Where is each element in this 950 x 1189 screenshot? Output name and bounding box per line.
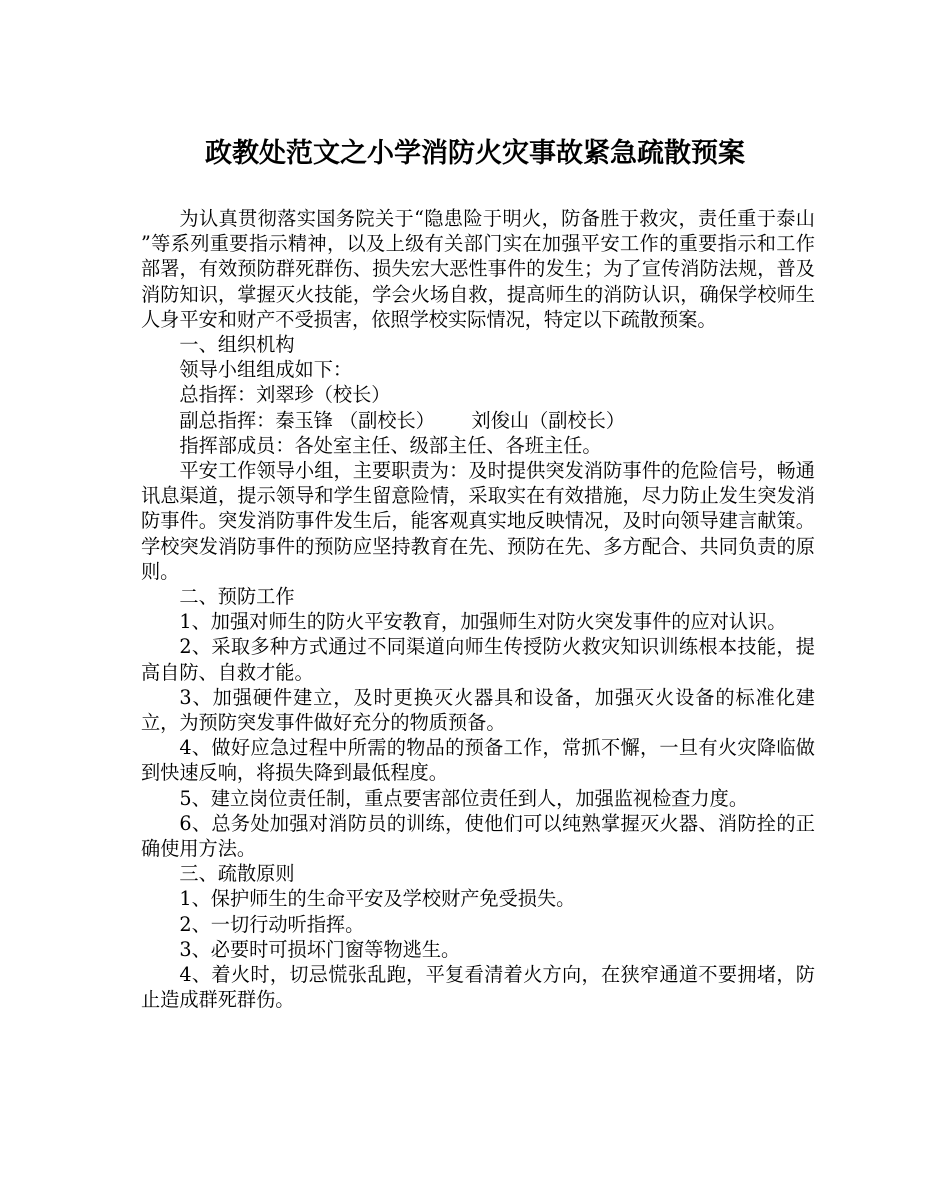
paragraph-deputy-commanders: 副总指挥：秦玉锋 （副校长） 刘俊山（副校长） <box>179 408 626 432</box>
document-body <box>141 206 815 1013</box>
list-item: 4、着火时，切忌慌张乱跑，平复看清着火方向，在狭窄通道不要拥堵，防止造成群死群伤。 <box>141 963 815 1012</box>
intro-paragraph: 为认真贯彻落实国务院关于“隐患险于明火，防备胜于救灾，责任重于泰山 ”等系列重要指示精神，以及上级有关部门实在加强平安工作的重要指示和工作部署，有效预防群死群伤、损失宏大恶性事件的发生；为了宣传消防法规，普及消防知识，掌握灭火技能，学会火场自救，提高师生的消防认识，确保学校师生人身平安和财产不受损害，依照学校实际情况，特定以下疏散预案。 <box>141 207 815 331</box>
list-item: 1、加强对师生的防火平安教育，加强师生对防火突发事件的应对认识。 <box>179 610 787 634</box>
paragraph-leadership-group: 领导小组组成如下： <box>179 358 353 382</box>
paragraph-commander: 总指挥：刘翠珍（校长） <box>179 383 391 407</box>
section-heading-organization: 一、组织机构 <box>179 333 295 357</box>
section-heading-prevention: 二、预防工作 <box>179 585 295 609</box>
page-title: 政教处范文之小学消防火灾事故紧急疏散预案 <box>205 138 745 169</box>
list-item: 6、总务处加强对消防员的训练，使他们可以纯熟掌握灭火器、消防拴的正确使用方法。 <box>141 811 815 861</box>
section-heading-evacuation: 三、疏散原则 <box>179 862 295 886</box>
paragraph-command-members: 指挥部成员：各处室主任、级部主任、各班主任。 <box>179 433 602 457</box>
list-item: 3、必要时可损坏门窗等物逃生。 <box>179 937 461 961</box>
list-item: 3、加强硬件建立，及时更换灭火器具和设备，加强灭火设备的标准化建立，为预防突发事件做好充分的物质预备。 <box>141 685 815 735</box>
list-item: 4、做好应急过程中所需的物品的预备工作，常抓不懈，一旦有火灾降临做到快速反响，将损失降到最低程度。 <box>141 736 815 785</box>
list-item: 1、保护师生的生命平安及学校财产免受损失。 <box>179 887 576 911</box>
list-item: 2、一切行动听指挥。 <box>179 912 365 936</box>
paragraph-responsibilities: 平安工作领导小组，主要职责为：及时提供突发消防事件的危险信号，畅通讯息渠道，提示领导和学生留意险情，采取实在有效措施，尽力防止发生突发消防事件。突发消防事件发生后，能客观真实地反映情况，及时向领导建言献策。学校突发消防事件的预防应坚持教育在先、预防在先、多方配合、共同负责的原则。 <box>141 459 815 583</box>
list-item: 5、建立岗位责任制，重点要害部位责任到人，加强监视检查力度。 <box>179 786 749 810</box>
list-item: 2、采取多种方式通过不同渠道向师生传授防火救灾知识训练根本技能，提高自防、自救才能。 <box>141 635 815 684</box>
